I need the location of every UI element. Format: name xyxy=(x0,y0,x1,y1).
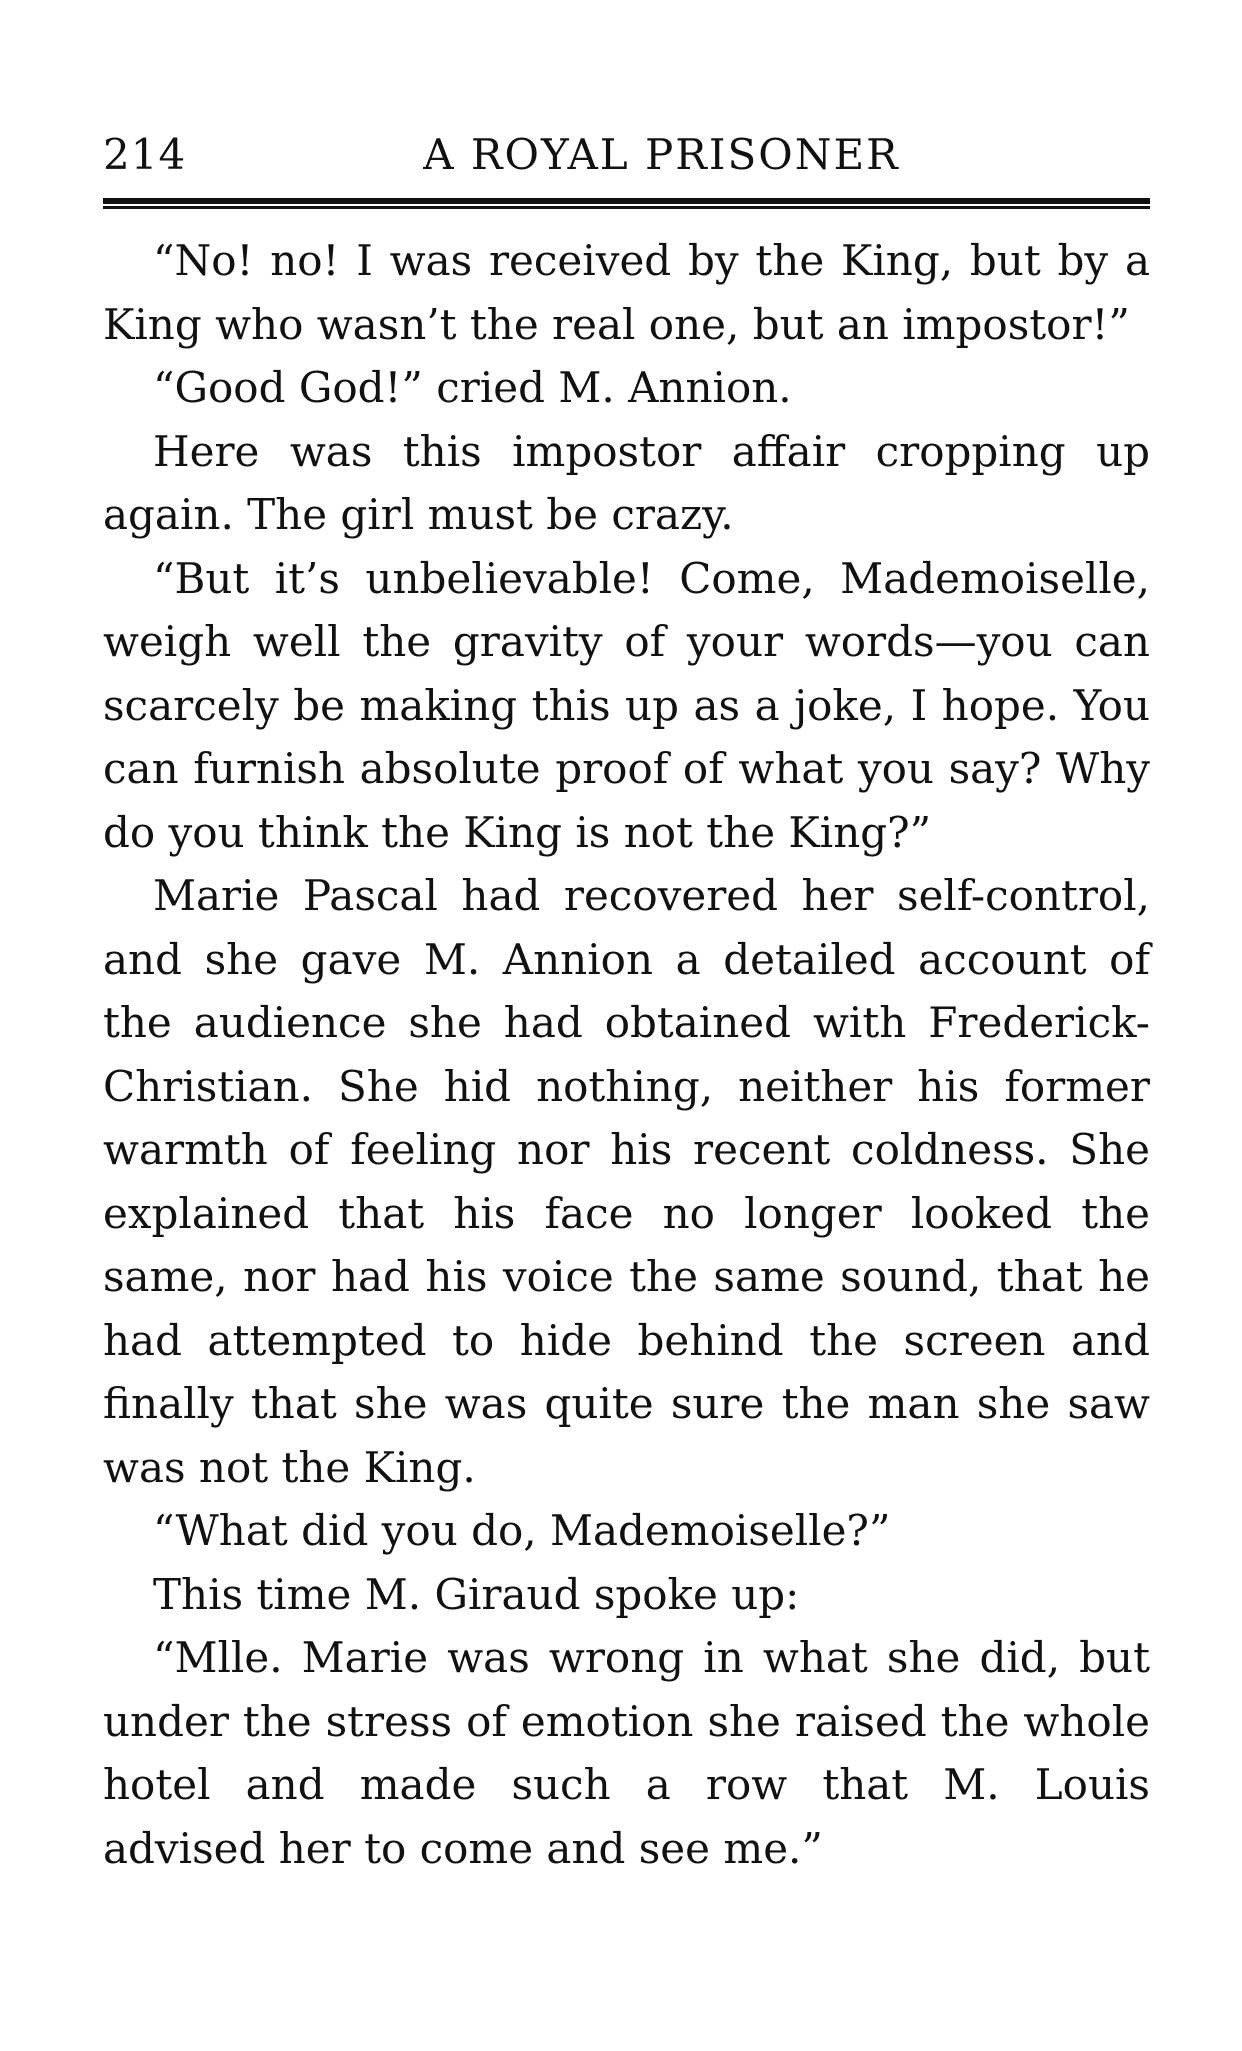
paragraph-6: “What did you do, Mademoiselle?” xyxy=(153,1506,891,1555)
paragraph-4: “But it’s unbelievable! Come, Mademoiselle, weigh well the gravity of your words—you can scarcely be making this up as a joke, I hope. You can furnish absolute proof of what you say? Why do you think the King is not the King?” xyxy=(103,553,1150,857)
paragraph-5: Marie Pascal had recovered her self-control, and she gave M. Annion a detailed account of the audience she had obtained with Frederick-Christian. She hid nothing, neither his former warmth of feeling nor his recent coldness. She explained that his face no longer looked the same, nor had his voice the same sound, that he had attempted to hide behind the screen and finally that she was quite sure the man she saw was not the King. xyxy=(103,871,1150,1492)
running-head xyxy=(103,120,1150,190)
paragraph-3: Here was this impostor affair cropping up again. The girl must be crazy. xyxy=(103,426,1150,539)
paragraph-1: “No! no! I was received by the King, but by a King who wasn’t the real one, but an impostor!” xyxy=(103,236,1150,349)
paragraph-7: This time M. Giraud spoke up: xyxy=(153,1569,800,1619)
book-page xyxy=(103,120,1150,1880)
page-number: 214 xyxy=(103,130,187,179)
header-rule xyxy=(103,198,1150,209)
running-title: A ROYAL PRISONER xyxy=(423,130,900,179)
paragraph-2: “Good God!” cried M. Annion. xyxy=(153,363,792,412)
paragraph-8: “Mlle. Marie was wrong in what she did, but under the stress of emotion she raised the whole hotel and made such a row that M. Louis advised her to come and see me.” xyxy=(103,1633,1150,1873)
body-text xyxy=(103,229,1150,1880)
